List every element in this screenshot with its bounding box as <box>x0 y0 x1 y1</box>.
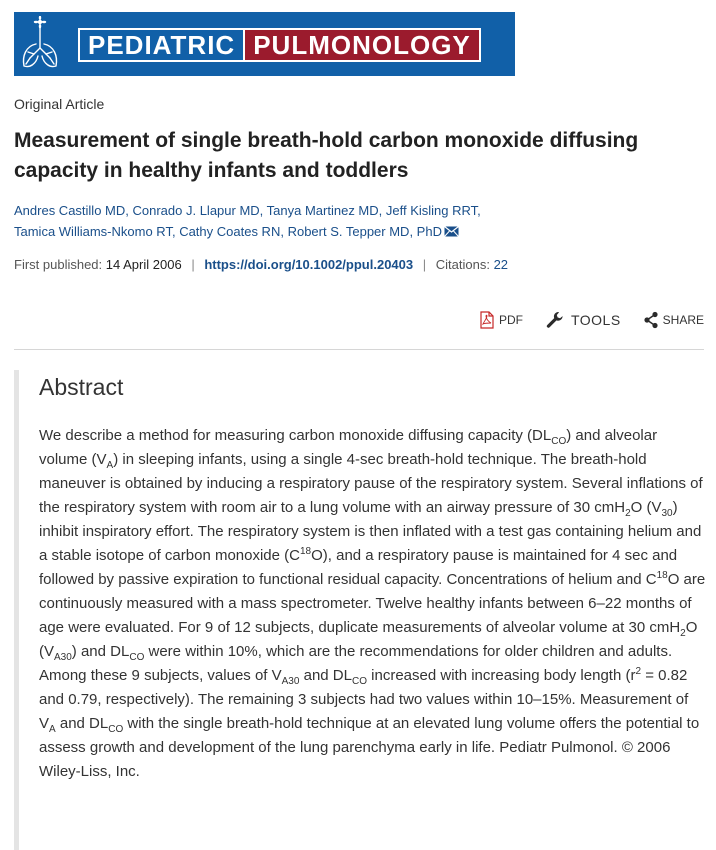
abstract-subscript: 30 <box>661 508 673 519</box>
author-link[interactable]: Andres Castillo MD <box>14 203 126 218</box>
doi-link[interactable]: https://doi.org/10.1002/ppul.20403 <box>204 257 414 272</box>
abstract-subscript: CO <box>351 676 367 687</box>
author-link[interactable]: Jeff Kisling RRT <box>385 203 478 218</box>
abstract-subscript: CO <box>129 652 145 663</box>
share-label: SHARE <box>662 313 704 327</box>
article-title: Measurement of single breath-hold carbon monoxide diffusing capacity in healthy infants and toddlers <box>14 129 639 182</box>
abstract-text-run: ) and alveolar volume (V <box>39 427 658 468</box>
pdf-button[interactable] <box>479 311 523 329</box>
abstract-subscript: A <box>106 460 114 471</box>
abstract-text-run: = 0.82 and 0.79, respectively). The remaining 3 subjects had two values within 10–15%. Measurement of V <box>39 667 689 732</box>
journal-title-part2: PULMONOLOGY <box>245 30 479 60</box>
author-link[interactable]: Robert S. Tepper MD, PhD <box>287 224 442 239</box>
abstract-subscript: 2 <box>625 508 631 519</box>
article-toolbar <box>457 310 704 330</box>
wrench-icon <box>545 310 565 330</box>
abstract-text-run: ) in sleeping infants, using a single 4-sec breath-hold technique. The breath-hold maneuver is obtained by inducing a respiratory pause of the respiratory system. Several inflations of the respiratory system with room air to a lung volume with an airway pressure of 30 cmH <box>39 451 703 516</box>
publication-info: First published: 14 April 2006 | https://doi.org/10.1002/ppul.20403 | Citations: 22 <box>14 257 509 272</box>
abstract-superscript: 18 <box>656 570 668 581</box>
abstract-text-run: with the single breath-hold technique at an elevated lung volume offers the potential to assess growth and development of the lung parenchyma early in life. Pediatr Pulmonol. © 2006 Wiley-Liss, Inc. <box>39 715 700 780</box>
abstract-text-run: ) inhibit inspiratory effort. The respiratory system is then inflated with a test gas containing helium and a stable isotope of carbon monoxide (C <box>39 499 702 564</box>
abstract-text-run: O), and a respiratory pause is maintained for 4 sec and followed by passive expiration to functional residual capacity. Concentrations of helium and C <box>39 547 678 588</box>
first-published-date: 14 April 2006 <box>105 257 182 272</box>
citations-label: Citations: <box>435 257 490 272</box>
abstract-subscript: A <box>49 724 56 735</box>
pdf-icon <box>479 311 495 329</box>
abstract-heading: Abstract <box>39 374 124 400</box>
author-link[interactable]: Conrado J. Llapur MD <box>132 203 260 218</box>
journal-title <box>78 28 481 62</box>
abstract-text-run: O (V <box>630 499 662 516</box>
abstract-subscript: CO <box>551 436 567 447</box>
abstract-text-run: increased with increasing body length (r <box>366 667 636 684</box>
divider <box>14 349 704 350</box>
article-type: Original Article <box>14 96 105 112</box>
abstract-text-run: and DL <box>299 667 352 684</box>
tools-button[interactable] <box>545 310 621 330</box>
envelope-icon[interactable] <box>444 226 459 237</box>
citations-count[interactable]: 22 <box>493 257 509 272</box>
abstract-text-run: and DL <box>55 715 109 732</box>
first-published-label: First published: <box>14 257 103 272</box>
abstract-text-run: O (V <box>39 619 698 660</box>
abstract-text-run: were within 10%, which are the recommendations for older children and adults. Among these 9 subjects, values of V <box>39 643 673 684</box>
abstract-subscript: A30 <box>281 676 300 687</box>
abstract-section <box>14 370 708 850</box>
abstract-text-run: We describe a method for measuring carbon monoxide diffusing capacity (DL <box>39 427 552 444</box>
abstract-subscript: 2 <box>680 628 686 639</box>
abstract-superscript: 18 <box>299 546 312 557</box>
author-link[interactable]: Tanya Martinez MD <box>266 203 379 218</box>
lung-logo-icon <box>18 16 62 72</box>
tools-label: TOOLS <box>570 312 621 328</box>
abstract-subscript: CO <box>108 724 124 735</box>
abstract-subscript: A30 <box>54 652 72 663</box>
abstract-text-run: ) and DL <box>71 643 130 660</box>
author-link[interactable]: Tamica Williams-Nkomo RT <box>14 224 172 239</box>
journal-title-part1: PEDIATRIC <box>80 30 245 60</box>
abstract-text-run: O are continuously measured with a mass spectrometer. Twelve healthy infants between 6–22 months of age were evaluated. For 9 of 12 subjects, duplicate measurements of alveolar volume at 30 cmH <box>39 571 706 636</box>
share-icon <box>643 311 659 329</box>
pdf-label: PDF <box>498 313 523 327</box>
abstract-text <box>39 424 707 784</box>
author-link[interactable]: Cathy Coates RN <box>179 224 281 239</box>
abstract-superscript: 2 <box>635 666 642 677</box>
journal-banner[interactable] <box>14 12 515 76</box>
author-list: Andres Castillo MD, Conrado J. Llapur MD, Tanya Martinez MD, Jeff Kisling RRT, Tamica Williams-Nkomo RT, Cathy Coates RN, Robert S. Tepper MD, PhD <box>14 203 481 239</box>
share-button[interactable] <box>643 311 704 329</box>
